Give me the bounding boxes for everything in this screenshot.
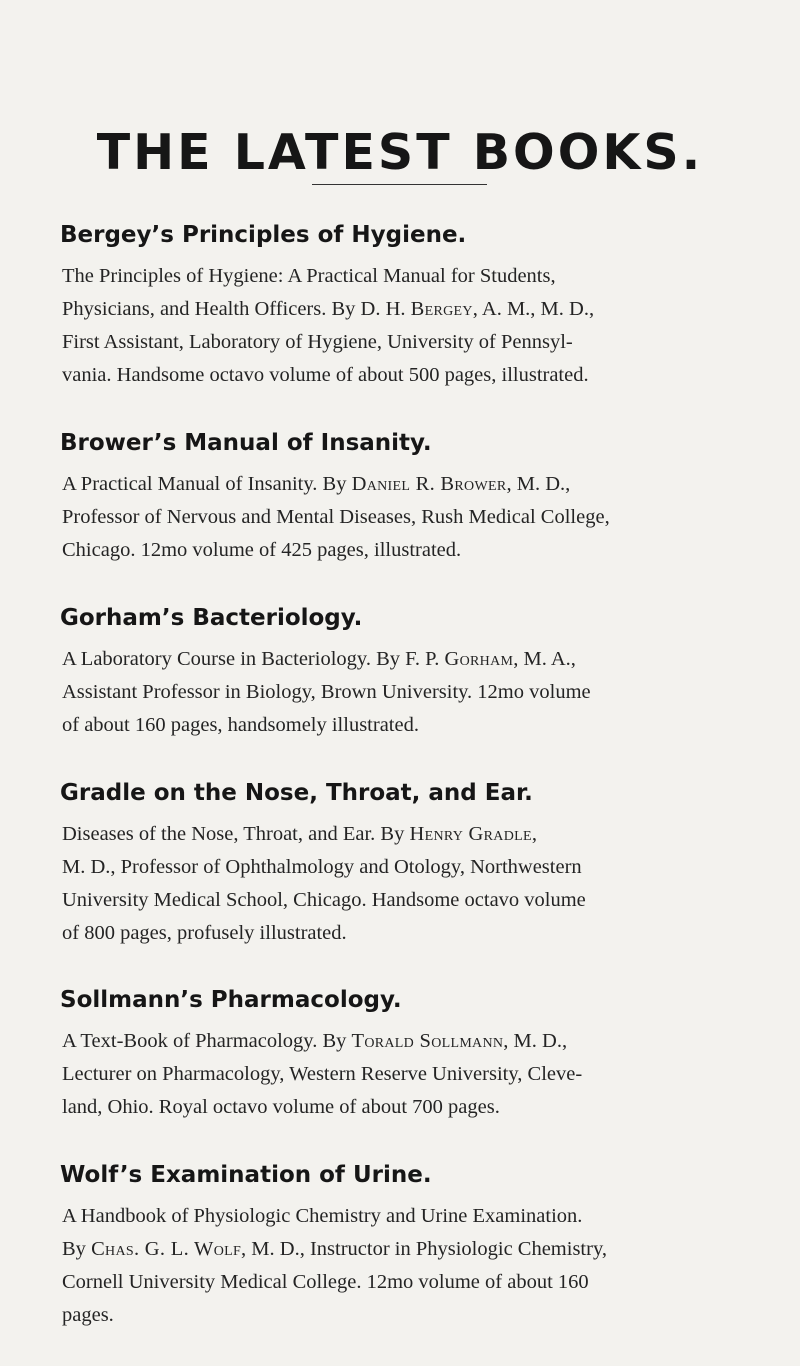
description-line: pages. <box>62 1304 114 1326</box>
description-line: of about 160 pages, handsomely illustrated. <box>62 714 419 736</box>
description-line: vania. Handsome octavo volume of about 500 pages, illustrated. <box>62 364 589 386</box>
description-line: A Handbook of Physiologic Chemistry and Urine Examination. <box>62 1205 583 1227</box>
description-line: University Medical School, Chicago. Handsome octavo volume <box>62 889 586 911</box>
book-entry-sollmann-pharmacology <box>60 985 770 1124</box>
description-line: Cornell University Medical College. 12mo volume of about 160 <box>62 1271 589 1293</box>
book-description <box>60 1200 770 1332</box>
book-description <box>60 1025 770 1124</box>
author-name: Chas. G. L. Wolf <box>91 1238 242 1260</box>
description-line: A Text-Book of Pharmacology. By Torald Sollmann, M. D., <box>62 1030 568 1052</box>
book-heading: Sollmann’s Pharmacology. <box>60 987 402 1013</box>
description-line: M. D., Professor of Ophthalmology and Otology, Northwestern <box>62 856 582 878</box>
book-heading: Bergey’s Principles of Hygiene. <box>60 222 467 248</box>
description-line: First Assistant, Laboratory of Hygiene, University of Pennsyl- <box>62 331 573 353</box>
author-name: Daniel R. Brower <box>351 473 507 495</box>
description-line: land, Ohio. Royal octavo volume of about 700 pages. <box>62 1096 500 1118</box>
description-line: Professor of Nervous and Mental Diseases, Rush Medical College, <box>62 506 610 528</box>
book-heading: Wolf’s Examination of Urine. <box>60 1162 432 1188</box>
page-title: THE LATEST BOOKS. <box>96 123 704 181</box>
book-description <box>60 818 770 950</box>
author-name: Torald Sollmann <box>351 1030 504 1052</box>
description-line: A Laboratory Course in Bacteriology. By F. P. Gorham, M. A., <box>62 648 576 670</box>
description-line: A Practical Manual of Insanity. By Daniel R. Brower, M. D., <box>62 473 571 495</box>
description-line: Physicians, and Health Officers. By D. H. Bergey, A. M., M. D., <box>62 298 595 320</box>
description-line: By Chas. G. L. Wolf, M. D., Instructor in Physiologic Chemistry, <box>62 1238 607 1260</box>
book-description <box>60 468 770 567</box>
description-line: Assistant Professor in Biology, Brown University. 12mo volume <box>62 681 591 703</box>
book-entry-bergey-hygiene <box>60 220 770 392</box>
description-line: The Principles of Hygiene: A Practical Manual for Students, <box>62 265 556 287</box>
title-divider <box>312 184 487 185</box>
description-line: of 800 pages, profusely illustrated. <box>62 922 347 944</box>
book-heading: Gorham’s Bacteriology. <box>60 605 363 631</box>
book-description <box>60 643 770 742</box>
book-entry-brower-insanity <box>60 428 770 567</box>
book-entry-gradle-nose-throat-ear <box>60 778 770 950</box>
description-line: Lecturer on Pharmacology, Western Reserve University, Cleve- <box>62 1063 583 1085</box>
description-line: Chicago. 12mo volume of 425 pages, illustrated. <box>62 539 462 561</box>
description-line: Diseases of the Nose, Throat, and Ear. By Henry Gradle, <box>62 823 537 845</box>
author-name: Gorham <box>444 648 514 670</box>
author-name: Bergey <box>410 298 473 320</box>
book-heading: Gradle on the Nose, Throat, and Ear. <box>60 780 533 806</box>
author-name: Henry Gradle <box>409 823 532 845</box>
book-entry-gorham-bacteriology <box>60 603 770 742</box>
book-entry-wolf-urine-examination <box>60 1160 770 1332</box>
book-description <box>60 260 770 392</box>
book-heading: Brower’s Manual of Insanity. <box>60 430 432 456</box>
